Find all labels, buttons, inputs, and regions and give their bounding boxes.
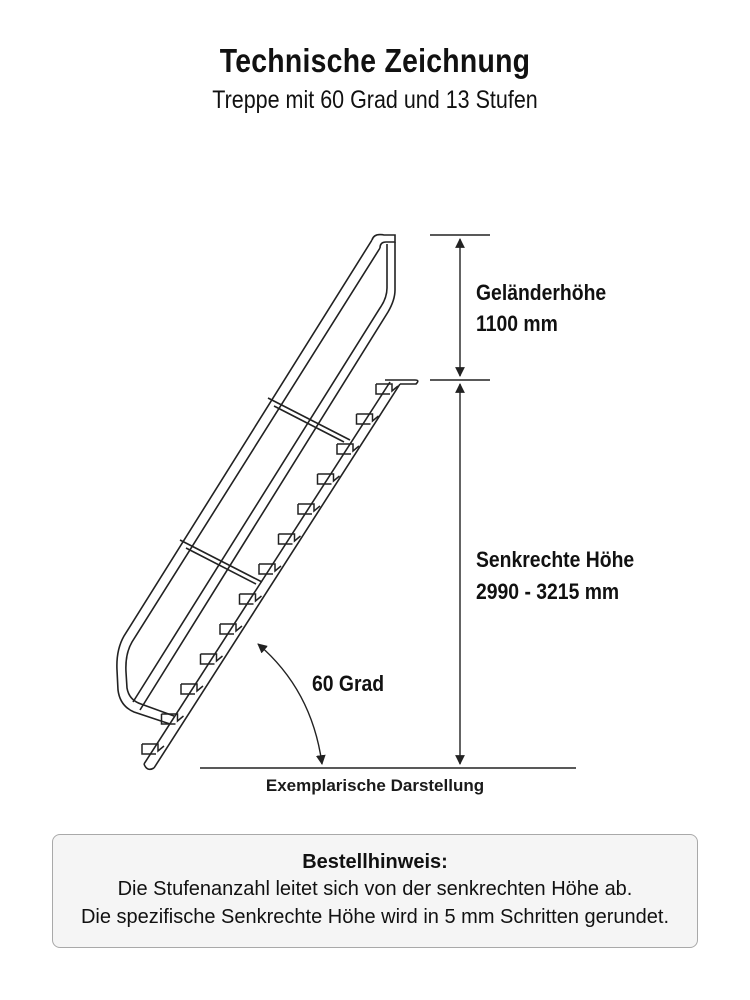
order-note-heading: Bestellhinweis: — [302, 851, 448, 873]
page-subtitle: Treppe mit 60 Grad und 13 Stufen — [212, 86, 538, 114]
railing-height-value: 1100 mm — [476, 311, 558, 336]
order-note-line-2: Die spezifische Senkrechte Höhe wird in 5 mm Schritten gerundet. — [80, 906, 670, 928]
handrail-top-cap — [372, 235, 395, 248]
handrail-outer — [117, 240, 372, 724]
stair-stringer — [144, 380, 418, 769]
railing-post-outer — [140, 242, 395, 710]
angle-arc — [258, 644, 322, 764]
page-title: Technische Zeichnung — [219, 42, 531, 79]
order-note-line-1: Die Stufenanzahl leitet sich von der senkrechten Höhe ab. — [117, 878, 633, 900]
vertical-height-value: 2990 - 3215 mm — [476, 579, 620, 604]
order-note-box — [52, 834, 698, 948]
railing-height-label: Geländerhöhe — [476, 280, 607, 305]
railing-post-inner — [133, 244, 387, 702]
angle-label: 60 Grad — [312, 671, 385, 696]
vertical-height-label: Senkrechte Höhe — [476, 547, 635, 572]
handrail-inner — [126, 248, 380, 716]
drawing-caption: Exemplarische Darstellung — [265, 776, 485, 795]
